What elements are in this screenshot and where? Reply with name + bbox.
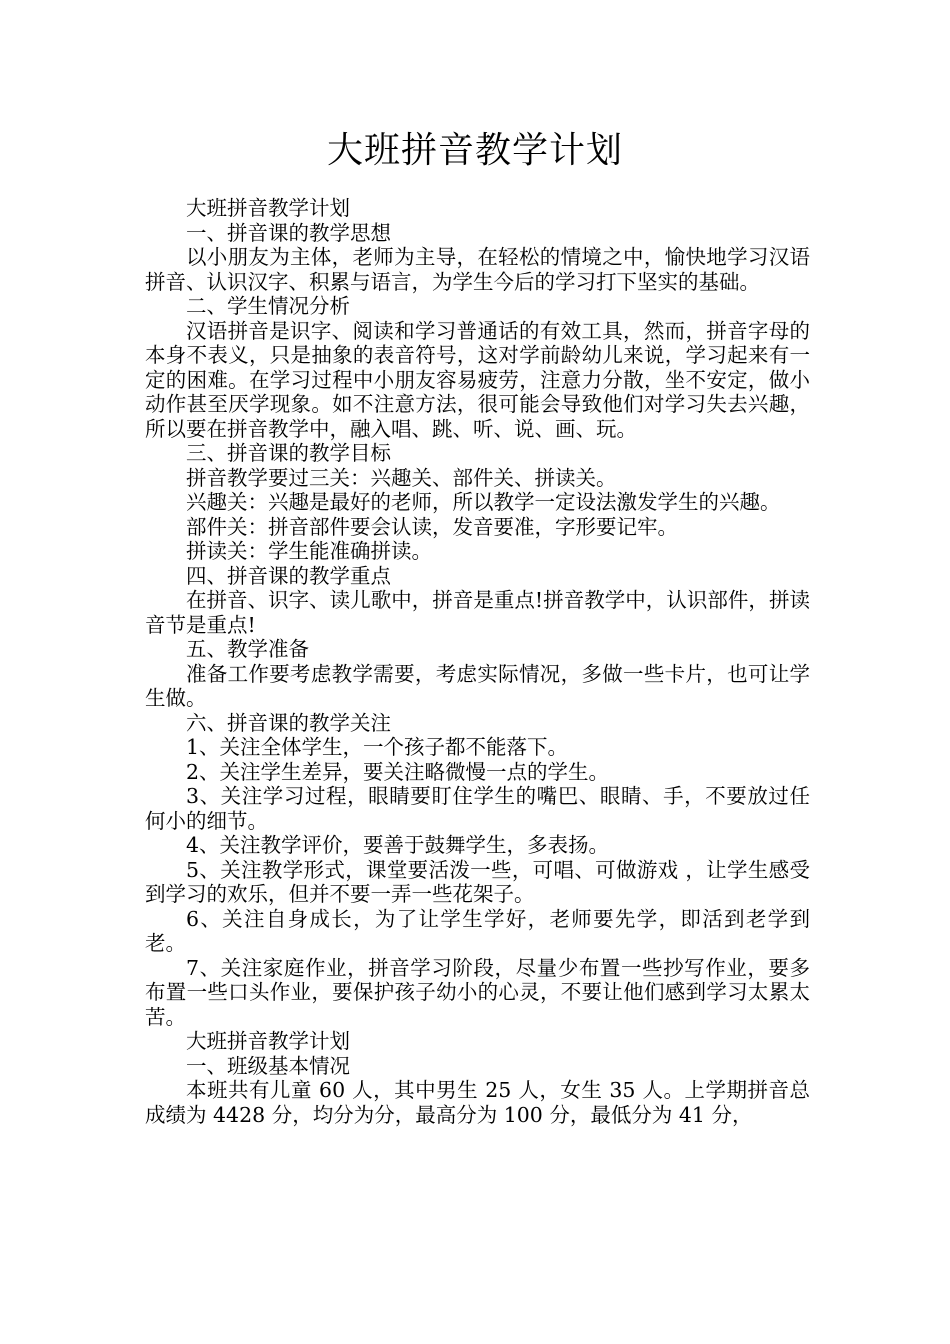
- paragraph: 大班拼音教学计划: [186, 1029, 350, 1053]
- paragraph: 兴趣关：兴趣是最好的老师，所以教学一定设法激发学生的兴趣。: [186, 490, 781, 514]
- paragraph: 拼音教学要过三关：兴趣关、部件关、拼读关。: [186, 465, 617, 490]
- paragraph: 4、关注教学评价，要善于鼓舞学生，多表扬。: [186, 833, 610, 857]
- paragraph: 7、关注家庭作业，拼音学习阶段，尽量少布置一些抄写作业，要多布置一些口头作业，要保护孩子幼小的心灵，不要让他们感到学习太累太苦。: [145, 955, 810, 1029]
- paragraph: 六、拼音课的教学关注: [186, 710, 391, 735]
- document-title: 大班拼音教学计划: [326, 130, 623, 171]
- paragraph: 准备工作要考虑教学需要，考虑实际情况，多做一些卡片，也可让学生做。: [145, 661, 810, 710]
- paragraph: 四、拼音课的教学重点: [186, 563, 391, 588]
- paragraph: 2、关注学生差异，要关注略微慢一点的学生。: [186, 759, 610, 784]
- document-body: [145, 196, 810, 1127]
- paragraph: 以小朋友为主体，老师为主导，在轻松的情境之中，愉快地学习汉语拼音、认识汉字、积累与语言，为学生今后的学习打下坚实的基础。: [145, 245, 810, 294]
- paragraph: 5、关注教学形式，课堂要活泼一些，可唱、可做游戏 ，让学生感受到学习的欢乐，但并不要一弄一些花架子。: [145, 857, 810, 906]
- paragraph: 在拼音、识字、读儿歌中，拼音是重点!拼音教学中，认识部件，拼读音节是重点!: [145, 588, 810, 637]
- paragraph: 6、关注自身成长，为了让学生学好，老师要先学，即活到老学到老。: [145, 906, 810, 955]
- paragraph: 一、拼音课的教学思想: [186, 220, 391, 245]
- paragraph: 汉语拼音是识字、阅读和学习普通话的有效工具，然而，拼音字母的本身不表义，只是抽象的表音符号，这对学前龄幼儿来说，学习起来有一定的困难。在学习过程中小朋友容易疲劳，注意力分散，坐不安定，做小动作甚至厌学现象。如不注意方法，很可能会导致他们对学习失去兴趣，所以要在拼音教学中，融入唱、跳、听、说、画、玩。: [145, 318, 810, 441]
- paragraph: 部件关：拼音部件要会认读，发音要准，字形要记牢。: [186, 514, 678, 539]
- paragraph: 拼读关：学生能准确拼读。: [186, 539, 432, 563]
- paragraph: 本班共有儿童 60 人，其中男生 25 人，女生 35 人。上学期拼音总成绩为 4428 分，均分为分，最高分为 100 分，最低分为 41 分，: [145, 1078, 810, 1127]
- paragraph: 3、关注学习过程，眼睛要盯住学生的嘴巴、眼睛、手，不要放过任何小的细节。: [145, 784, 810, 833]
- paragraph: 1、关注全体学生，一个孩子都不能落下。: [186, 735, 569, 759]
- paragraph: 五、教学准备: [186, 637, 309, 661]
- paragraph: 二、学生情况分析: [186, 294, 350, 318]
- paragraph: 三、拼音课的教学目标: [186, 441, 391, 465]
- paragraph: 大班拼音教学计划: [186, 196, 350, 220]
- paragraph: 一、班级基本情况: [186, 1053, 350, 1078]
